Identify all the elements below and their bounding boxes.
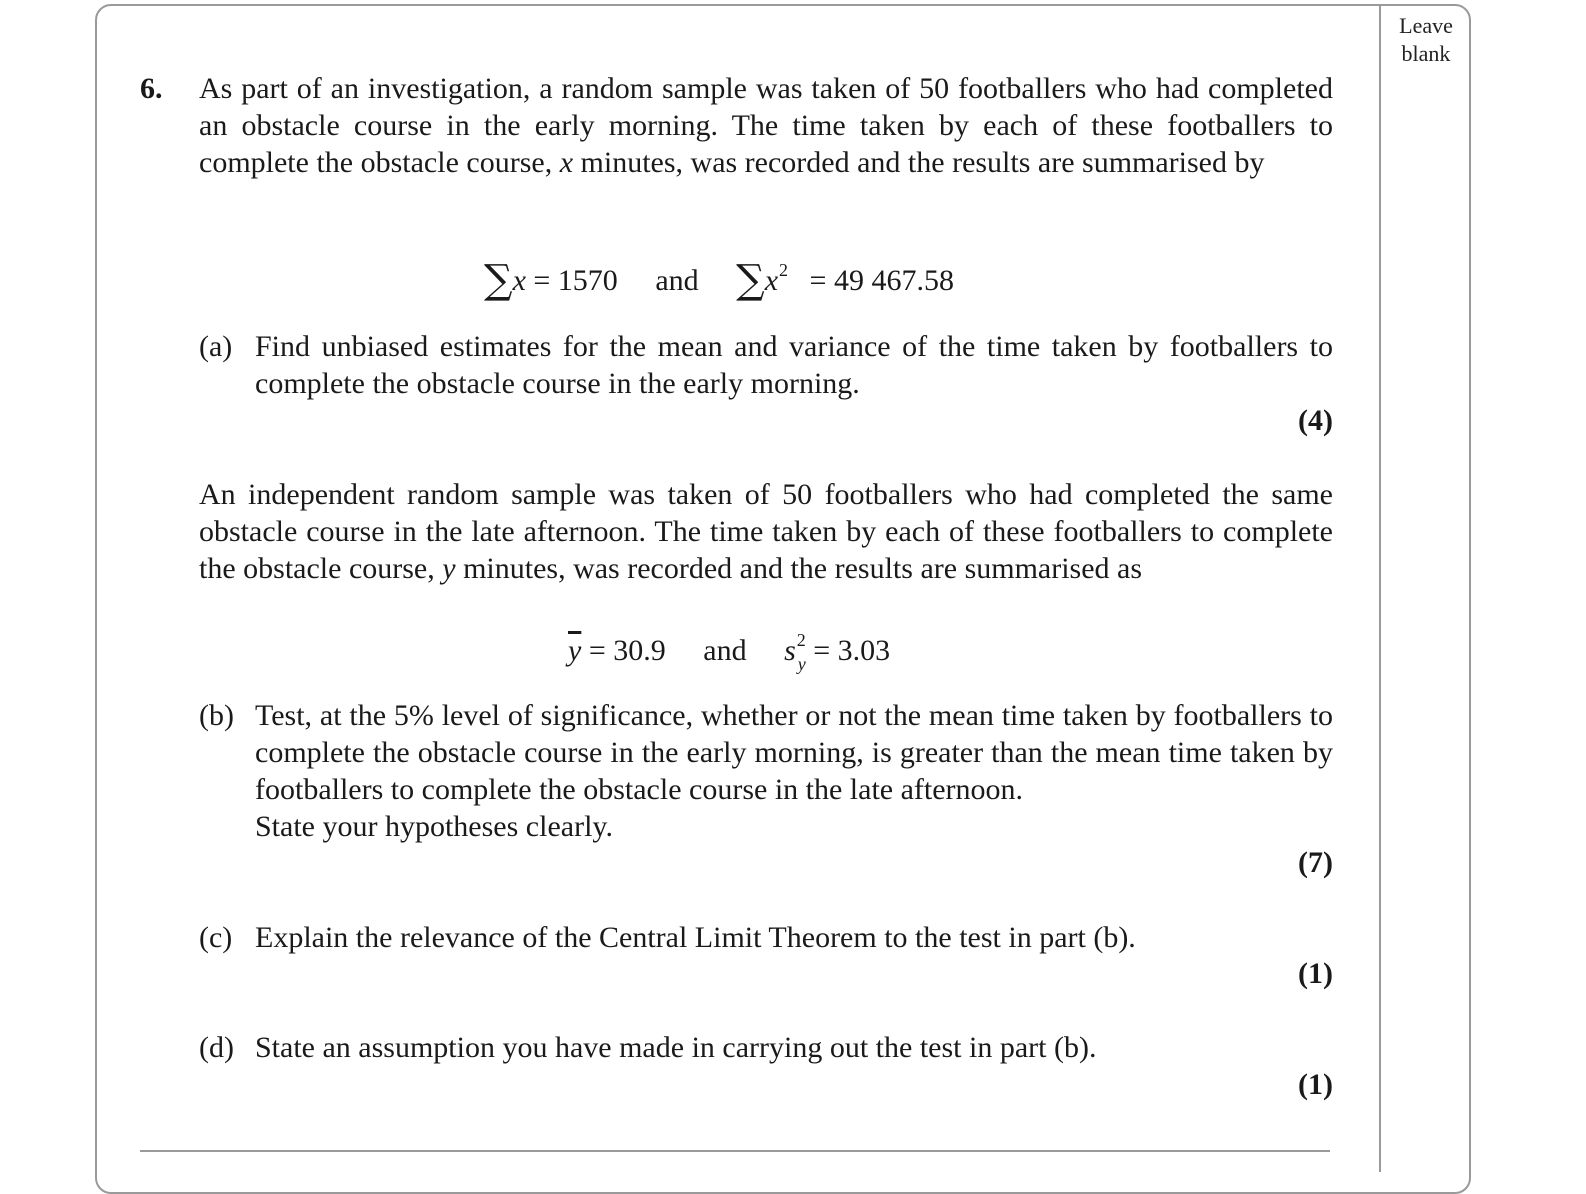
summary-formula-x — [484, 250, 954, 301]
part-a-marks: (4) — [1298, 404, 1333, 437]
part-c-marks: (1) — [1298, 957, 1333, 990]
sigma-symbol-2: ∑ — [736, 257, 765, 303]
para2-variable: y — [442, 552, 456, 585]
leave-blank-line1: Leave — [1399, 13, 1453, 38]
sum-x-squared-value: = 49 467.58 — [809, 264, 954, 297]
s-symbol: s — [784, 634, 796, 667]
square-exponent: 2 — [779, 260, 789, 280]
sigma-symbol: ∑ — [484, 257, 513, 303]
leave-blank-line2: blank — [1401, 41, 1451, 66]
leave-blank-label — [1383, 12, 1469, 68]
part-b-text-2: State your hypotheses clearly. — [255, 810, 613, 843]
s-subscript: y — [797, 654, 806, 674]
formula-connector: and — [655, 264, 699, 297]
late-afternoon-paragraph — [199, 476, 1333, 587]
question-intro — [199, 70, 1333, 181]
y-bar-value: = 30.9 — [588, 634, 666, 667]
part-d-text: State an assumption you have made in carrying out the test in part (b). — [255, 1031, 1097, 1064]
formula2-connector: and — [703, 634, 747, 667]
bottom-rule — [140, 1150, 1330, 1152]
s-exponent: 2 — [796, 630, 806, 650]
part-a-text: Find unbiased estimates for the mean and variance of the time taken by footballers to complete the obstacle course in the early morning. — [255, 330, 1333, 400]
part-b — [199, 697, 1333, 845]
part-a-label: (a) — [199, 330, 233, 363]
part-c — [199, 919, 1333, 956]
intro-text: As part of an investigation, a random sample was taken of 50 footballers who had completed an obstacle course in the early morning. The time taken by each of these footballers to complete the obstacle course, — [199, 72, 1333, 179]
part-a — [199, 328, 1333, 402]
y-bar-symbol: $\overline{y}$ — [568, 634, 582, 667]
formula-var-x2: x — [764, 264, 779, 297]
part-b-label: (b) — [199, 699, 234, 732]
intro-variable: x — [559, 146, 574, 179]
intro-text-end: minutes, was recorded and the results are summarised by — [580, 146, 1265, 179]
formula-var-x: x — [512, 264, 526, 297]
para2-text: An independent random sample was taken of 50 footballers who had completed the same obstacle course in the late afternoon. The time taken by each of these footballers to complete the obstacle course, — [199, 478, 1333, 585]
part-b-text: Test, at the 5% level of significance, whether or not the mean time taken by footballers to complete the obstacle course in the early morning, is greater than the mean time taken by footballers to complete the obstacle course in the late afternoon. — [255, 699, 1333, 806]
part-c-label: (c) — [199, 921, 233, 954]
s-value: = 3.03 — [813, 634, 891, 667]
part-d-marks: (1) — [1298, 1068, 1333, 1101]
part-d — [199, 1029, 1333, 1066]
part-d-label: (d) — [199, 1031, 234, 1064]
part-b-marks: (7) — [1298, 846, 1333, 879]
margin-divider — [1379, 5, 1381, 1172]
para2-text-end: minutes, was recorded and the results are summarised as — [463, 552, 1143, 585]
question-number: 6. — [140, 72, 163, 105]
page-frame — [95, 4, 1471, 1194]
part-c-text: Explain the relevance of the Central Limit Theorem to the test in part (b). — [255, 921, 1136, 954]
sum-x-value: = 1570 — [533, 264, 618, 297]
summary-formula-y — [568, 620, 890, 684]
